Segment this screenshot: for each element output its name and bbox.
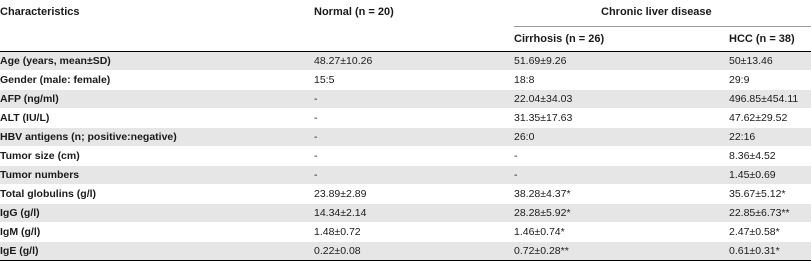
table-row [0,204,811,222]
hcc-value: 47.62±29.52 [729,112,788,124]
row-label: AFP (ng/ml) [0,93,59,105]
table-row [0,90,811,108]
hcc-value: 8.36±4.52 [729,150,776,162]
normal-value: 23.89±2.89 [314,188,367,200]
hcc-value: 0.61±0.31* [729,245,780,257]
row-label: Gender (male: female) [0,74,111,86]
normal-value: 48.27±10.26 [314,55,373,67]
header-chronic-liver-disease: Chronic liver disease [601,6,712,18]
group-subrule [514,26,811,27]
table-row [0,166,811,184]
hcc-value: 496.85±454.11 [729,93,799,105]
row-label: Tumor size (cm) [0,150,80,162]
cirrhosis-value: 51.69±9.26 [514,55,567,67]
normal-value: - [314,93,318,105]
table-row [0,185,811,203]
table-row [0,52,811,70]
cirrhosis-value: 18:8 [514,74,535,86]
cirrhosis-value: - [514,169,518,181]
row-label: IgE (g/l) [0,245,39,257]
hcc-value: 22.85±6.73** [729,207,790,219]
normal-value: 0.22±0.08 [314,245,361,257]
normal-value: 14.34±2.14 [314,207,367,219]
hcc-value: 29:9 [729,74,750,86]
table-row [0,242,811,260]
cirrhosis-value: 22.04±34.03 [514,93,573,105]
bottom-rule [0,260,811,261]
header-hcc: HCC (n = 38) [729,33,795,45]
table-row [0,223,811,241]
hcc-value: 2.47±0.58* [729,226,780,238]
hcc-value: 50±13.46 [729,55,773,67]
header-characteristics: Characteristics [0,6,80,18]
cirrhosis-value: 28.28±5.92* [514,207,571,219]
row-label: Total globulins (g/l) [0,188,97,200]
cirrhosis-value: - [514,150,518,162]
normal-value: - [314,131,318,143]
hcc-value: 35.67±5.12* [729,188,786,200]
header-normal: Normal (n = 20) [314,6,394,18]
table-row [0,128,811,146]
row-label: HBV antigens (n; positive:negative) [0,131,177,143]
normal-value: - [314,112,318,124]
row-label: IgG (g/l) [0,207,40,219]
cirrhosis-value: 1.46±0.74* [514,226,565,238]
cirrhosis-value: 38.28±4.37* [514,188,571,200]
normal-value: - [314,150,318,162]
cirrhosis-value: 31.35±17.63 [514,112,573,124]
row-label: Tumor numbers [0,169,80,181]
table-row [0,147,811,165]
table-row [0,109,811,127]
cirrhosis-value: 26:0 [514,131,535,143]
normal-value: - [314,169,318,181]
row-label: IgM (g/l) [0,226,41,238]
cirrhosis-value: 0.72±0.28** [514,245,569,257]
row-label: Age (years, mean±SD) [0,55,111,67]
row-label: ALT (IU/L) [0,112,50,124]
table-row [0,71,811,89]
hcc-value: 1.45±0.69 [729,169,776,181]
normal-value: 1.48±0.72 [314,226,361,238]
header-cirrhosis: Cirrhosis (n = 26) [514,33,605,45]
hcc-value: 22:16 [729,131,756,143]
normal-value: 15:5 [314,74,335,86]
